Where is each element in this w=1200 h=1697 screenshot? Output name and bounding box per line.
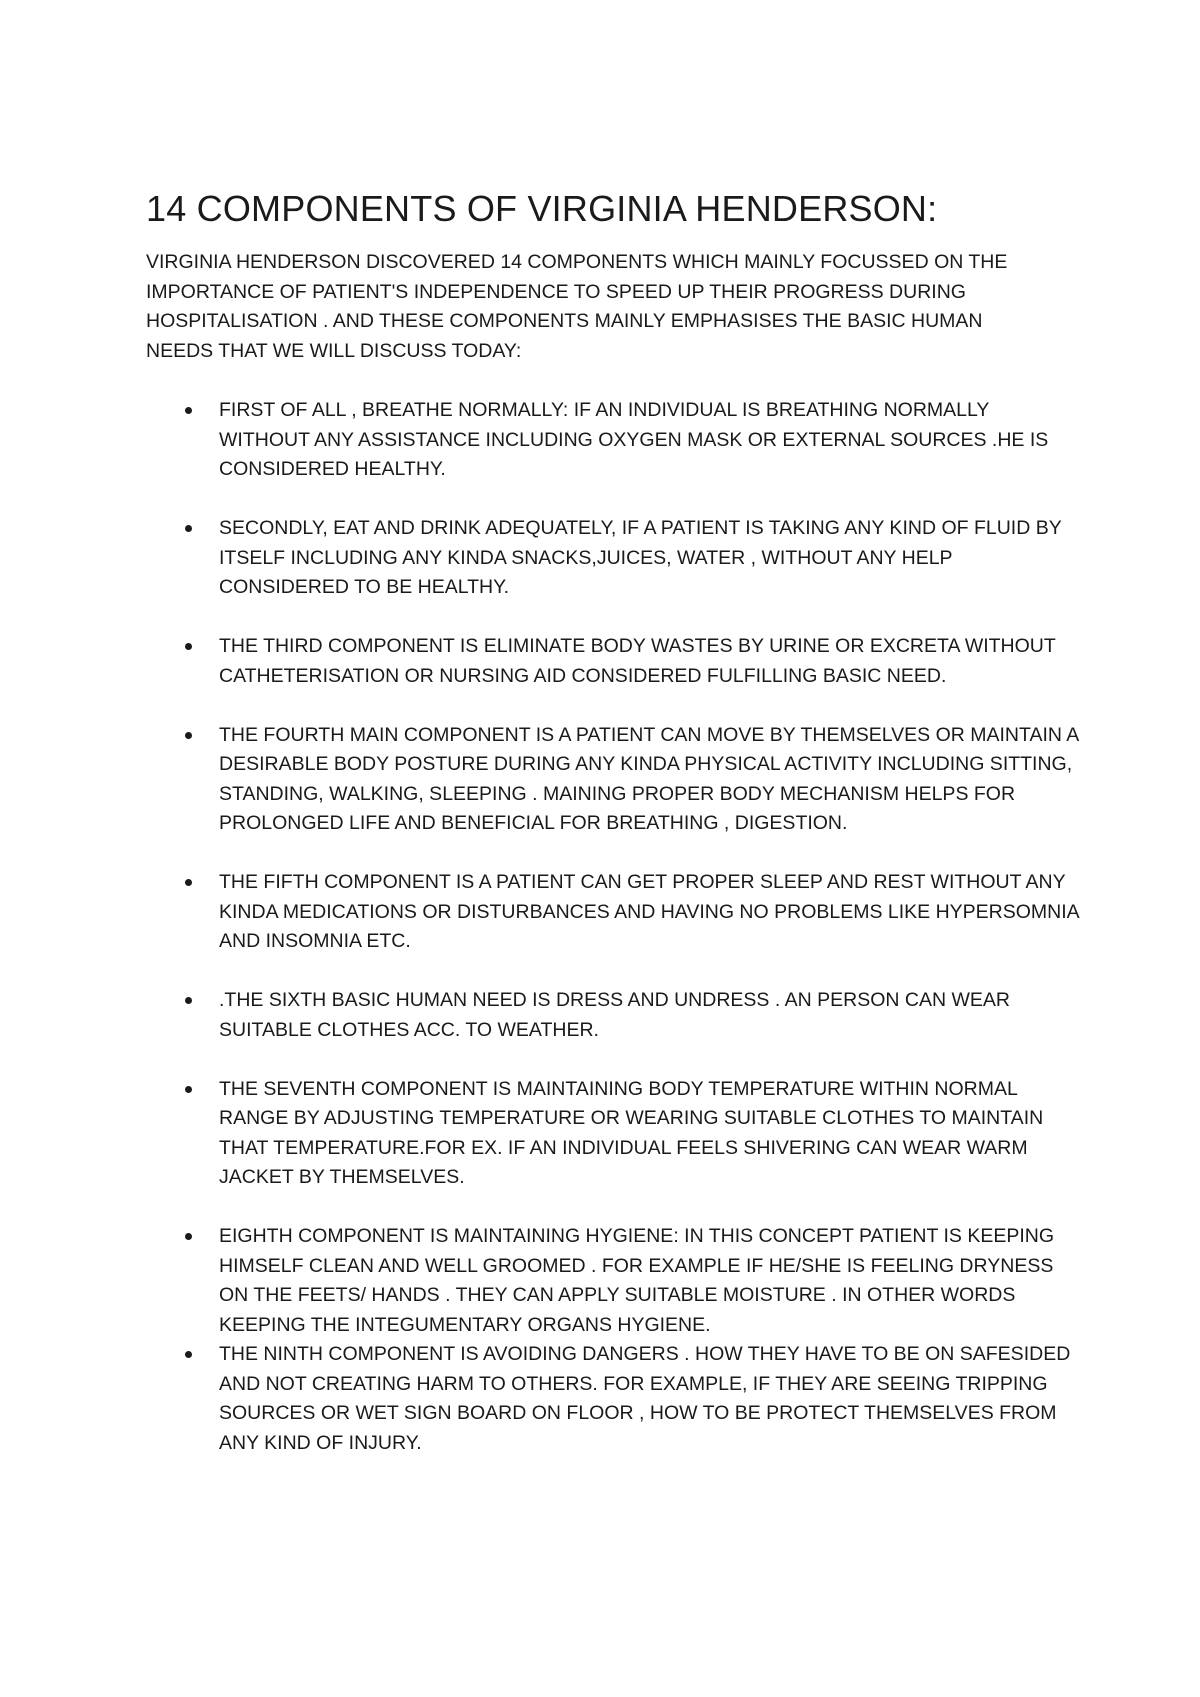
- document-page: [146, 186, 1079, 1458]
- list-item: [146, 1075, 1079, 1193]
- list-item: [146, 396, 1079, 485]
- list-item: [146, 514, 1079, 603]
- bullet-icon: [185, 1233, 192, 1240]
- bullet-icon: [185, 525, 192, 532]
- list-item-text: THE THIRD COMPONENT IS ELIMINATE BODY WASTES BY URINE OR EXCRETA WITHOUT CATHETERISATION OR NURSING AID CONSIDERED FULFILLING BASIC NEED.: [219, 635, 1056, 687]
- bullet-icon: [185, 1086, 192, 1093]
- list-item: [146, 632, 1079, 691]
- components-list: [146, 396, 1079, 1458]
- list-item-text: FIRST OF ALL , BREATHE NORMALLY: IF AN INDIVIDUAL IS BREATHING NORMALLY WITHOUT ANY ASSISTANCE INCLUDING OXYGEN MASK OR EXTERNAL SOURCES .HE IS CONSIDERED HEALTHY.: [219, 399, 1049, 480]
- bullet-icon: [185, 1351, 192, 1358]
- intro-paragraph: VIRGINIA HENDERSON DISCOVERED 14 COMPONENTS WHICH MAINLY FOCUSSED ON THE IMPORTANCE OF PATIENT'S INDEPENDENCE TO SPEED UP THEIR PROGRESS DURING HOSPITALISATION . AND THESE COMPONENTS MAINLY EMPHASISES THE BASIC HUMAN NEEDS THAT WE WILL DISCUSS TODAY:: [146, 251, 1008, 362]
- list-item-text: THE FOURTH MAIN COMPONENT IS A PATIENT CAN MOVE BY THEMSELVES OR MAINTAIN A DESIRABLE BODY POSTURE DURING ANY KINDA PHYSICAL ACTIVITY INCLUDING SITTING, STANDING, WALKING, SLEEPING . MAINING PROPER BODY MECHANISM HELPS FOR PROLONGED LIFE AND BENEFICIAL FOR BREATHING , DIGESTION.: [219, 723, 1079, 834]
- list-item-text: THE SEVENTH COMPONENT IS MAINTAINING BODY TEMPERATURE WITHIN NORMAL RANGE BY ADJUSTING TEMPERATURE OR WEARING SUITABLE CLOTHES TO MAINTAIN THAT TEMPERATURE.FOR EX. IF AN INDIVIDUAL FEELS SHIVERING CAN WEAR WARM JACKET BY THEMSELVES.: [219, 1077, 1044, 1188]
- list-item: [146, 986, 1079, 1045]
- list-item: [146, 721, 1079, 839]
- document-title: 14 COMPONENTS OF VIRGINIA HENDERSON:: [146, 188, 938, 229]
- bullet-icon: [185, 997, 192, 1004]
- bullet-icon: [185, 407, 192, 414]
- list-item-text: SECONDLY, EAT AND DRINK ADEQUATELY, IF A PATIENT IS TAKING ANY KIND OF FLUID BY ITSELF INCLUDING ANY KINDA SNACKS,JUICES, WATER , WITHOUT ANY HELP CONSIDERED TO BE HEALTHY.: [219, 517, 1062, 598]
- bullet-icon: [185, 879, 192, 886]
- list-item: [146, 868, 1079, 957]
- list-item: [146, 1340, 1079, 1458]
- bullet-icon: [185, 732, 192, 739]
- list-item: [146, 1222, 1079, 1340]
- bullet-icon: [185, 643, 192, 650]
- list-item-text: THE FIFTH COMPONENT IS A PATIENT CAN GET PROPER SLEEP AND REST WITHOUT ANY KINDA MEDICATIONS OR DISTURBANCES AND HAVING NO PROBLEMS LIKE HYPERSOMNIA AND INSOMNIA ETC.: [219, 871, 1079, 952]
- list-item-text: EIGHTH COMPONENT IS MAINTAINING HYGIENE: IN THIS CONCEPT PATIENT IS KEEPING HIMSELF CLEAN AND WELL GROOMED . FOR EXAMPLE IF HE/SHE IS FEELING DRYNESS ON THE FEETS/ HANDS . THEY CAN APPLY SUITABLE MOISTURE . IN OTHER WORDS KEEPING THE INTEGUMENTARY ORGANS HYGIENE.: [219, 1225, 1055, 1336]
- list-item-text: THE NINTH COMPONENT IS AVOIDING DANGERS . HOW THEY HAVE TO BE ON SAFESIDED AND NOT CREATING HARM TO OTHERS. FOR EXAMPLE, IF THEY ARE SEEING TRIPPING SOURCES OR WET SIGN BOARD ON FLOOR , HOW TO BE PROTECT THEMSELVES FROM ANY KIND OF INJURY.: [219, 1343, 1071, 1454]
- list-item-text: .THE SIXTH BASIC HUMAN NEED IS DRESS AND UNDRESS . AN PERSON CAN WEAR SUITABLE CLOTHES ACC. TO WEATHER.: [219, 989, 1010, 1041]
